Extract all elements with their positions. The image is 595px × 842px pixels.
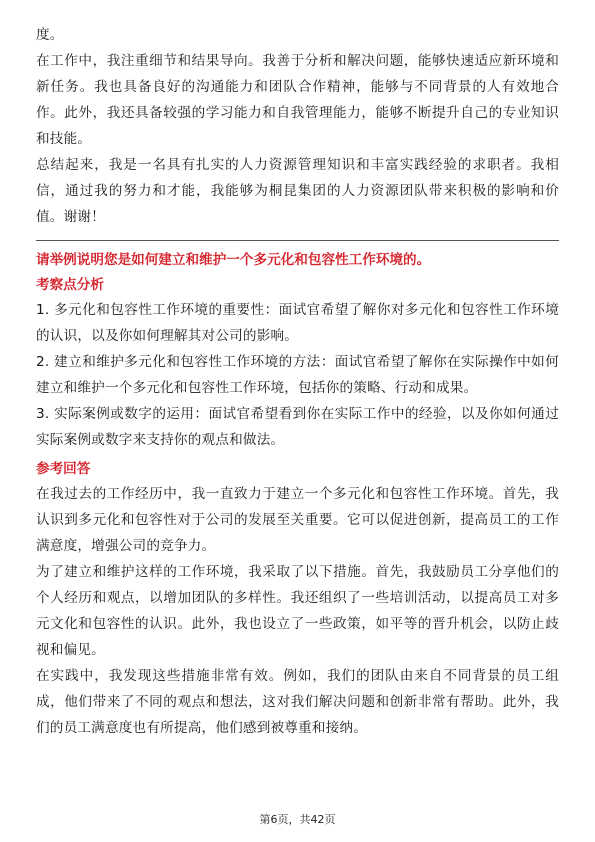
question-title: 请举例说明您是如何建立和维护一个多元化和包容性工作环境的。	[36, 252, 431, 268]
analysis-heading: 考察点分析	[36, 277, 104, 293]
answer-paragraph: 在实践中，我发现这些措施非常有效。例如，我们的团队由来自不同背景的员工组成，他们带来了不同的观点和想法，这对我们解决问题和创新非常有帮助。此外，我们的员工满意度也有所提高，他们感到被尊重和接纳。	[36, 668, 559, 736]
answer-heading: 参考回答	[36, 461, 91, 477]
answer-paragraph: 为了建立和维护这样的工作环境，我采取了以下措施。首先，我鼓励员工分享他们的个人经历和观点，以增加团队的多样性。我还组织了一些培训活动，以提高员工对多元文化和包容性的认识。此外，我也设立了一些政策，如平等的晋升机会，以防止歧视和偏见。	[36, 564, 559, 658]
analysis-item: 1. 多元化和包容性工作环境的重要性：面试官希望了解你对多元化和包容性工作环境的认识，以及你如何理解其对公司的影响。	[36, 302, 559, 344]
page-number: 第6页，共42页	[259, 813, 336, 826]
intro-paragraph: 总结起来，我是一名具有扎实的人力资源管理知识和丰富实践经验的求职者。我相信，通过我的努力和才能，我能够为桐昆集团的人力资源团队带来积极的影响和价值。谢谢！	[36, 157, 559, 225]
section-divider	[36, 240, 559, 241]
analysis-item: 3. 实际案例或数字的运用：面试官希望看到你在实际工作中的经验，以及你如何通过实际案例或数字来支持你的观点和做法。	[36, 406, 559, 448]
intro-paragraph: 度。	[36, 27, 64, 43]
analysis-item: 2. 建立和维护多元化和包容性工作环境的方法：面试官希望了解你在实际操作中如何建立和维护一个多元化和包容性工作环境，包括你的策略、行动和成果。	[36, 354, 559, 396]
answer-paragraph: 在我过去的工作经历中，我一直致力于建立一个多元化和包容性工作环境。首先，我认识到多元化和包容性对于公司的发展至关重要。它可以促进创新，提高员工的工作满意度，增强公司的竞争力。	[36, 486, 559, 554]
intro-paragraph: 在工作中，我注重细节和结果导向。我善于分析和解决问题，能够快速适应新环境和新任务。我也具备良好的沟通能力和团队合作精神，能够与不同背景的人有效地合作。此外，我还具备较强的学习能力和自我管理能力，能够不断提升自己的专业知识和技能。	[36, 53, 559, 147]
